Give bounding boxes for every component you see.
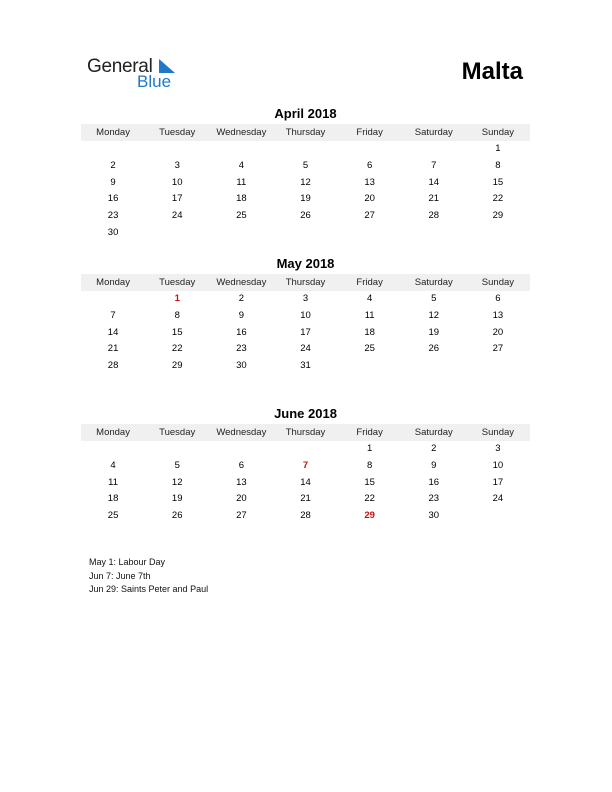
- day-cell: 26: [171, 510, 183, 522]
- month-calendar-june: [81, 406, 530, 525]
- day-cell: 15: [492, 176, 504, 188]
- empty-day-cell: [402, 141, 466, 158]
- holiday-day-cell: 29: [364, 510, 375, 522]
- day-cell: 1: [366, 443, 373, 454]
- day-cell: 25: [107, 510, 119, 522]
- day-cell: 18: [107, 493, 119, 505]
- day-cell: 21: [428, 193, 440, 205]
- day-cell: 14: [428, 176, 440, 188]
- day-cell: 19: [171, 493, 183, 505]
- empty-day-cell: [81, 291, 145, 308]
- empty-day-cell: [81, 441, 145, 458]
- day-cell: 25: [236, 210, 247, 222]
- weekday-header: [81, 424, 530, 441]
- day-grid: [81, 141, 530, 242]
- weekday-label: Friday: [356, 427, 383, 438]
- day-cell: 28: [107, 360, 119, 372]
- day-cell: 14: [107, 326, 119, 338]
- day-cell: 12: [171, 476, 183, 488]
- weekday-label: Wednesday: [216, 277, 267, 288]
- empty-day-cell: [402, 225, 466, 242]
- day-cell: 25: [364, 343, 375, 355]
- holiday-note: Jun 29: Saints Peter and Paul: [89, 584, 209, 594]
- day-cell: 23: [236, 343, 247, 355]
- day-cell: 7: [431, 159, 437, 171]
- day-cell: 30: [236, 360, 247, 372]
- weekday-label: Sunday: [481, 427, 515, 438]
- logo-general-text: General: [87, 56, 153, 77]
- weekday-label: Sunday: [481, 127, 515, 138]
- day-cell: 6: [238, 459, 244, 471]
- day-cell: 17: [171, 193, 183, 205]
- day-cell: 24: [300, 343, 311, 355]
- empty-day-cell: [273, 441, 337, 458]
- day-cell: 15: [171, 326, 183, 338]
- day-cell: 9: [431, 459, 437, 471]
- day-cell: 4: [366, 293, 373, 304]
- holiday-note: Jun 7: June 7th: [89, 570, 151, 581]
- day-cell: 3: [174, 159, 180, 171]
- empty-day-cell: [338, 358, 402, 375]
- empty-day-cell: [209, 225, 273, 242]
- day-cell: 28: [428, 210, 440, 222]
- month-title: May 2018: [276, 256, 335, 271]
- day-cell: 17: [492, 476, 504, 488]
- day-cell: 8: [174, 309, 180, 321]
- holiday-notes: [89, 556, 208, 597]
- day-cell: 10: [492, 459, 504, 471]
- day-cell: 19: [428, 326, 440, 338]
- empty-day-cell: [466, 225, 530, 242]
- day-cell: 2: [238, 293, 244, 304]
- empty-day-cell: [81, 141, 145, 158]
- day-cell: 10: [300, 309, 311, 321]
- weekday-label: Saturday: [414, 277, 453, 288]
- day-cell: 22: [492, 193, 504, 205]
- day-cell: 16: [107, 193, 119, 205]
- day-cell: 18: [236, 193, 247, 205]
- day-cell: 20: [364, 193, 375, 205]
- day-cell: 9: [238, 309, 244, 321]
- day-cell: 12: [428, 309, 440, 321]
- empty-day-cell: [338, 141, 402, 158]
- weekday-label: Friday: [356, 127, 383, 138]
- empty-day-cell: [273, 225, 337, 242]
- empty-day-cell: [466, 358, 530, 375]
- day-cell: 13: [364, 176, 375, 188]
- holiday-note: May 1: Labour Day: [89, 557, 166, 567]
- day-cell: 5: [174, 459, 180, 471]
- weekday-label: Monday: [96, 127, 130, 138]
- day-cell: 6: [495, 293, 501, 304]
- day-cell: 23: [107, 210, 119, 222]
- day-cell: 27: [236, 510, 247, 522]
- weekday-label: Thursday: [285, 127, 326, 138]
- weekday-label: Sunday: [481, 277, 515, 288]
- day-cell: 29: [171, 360, 183, 372]
- weekday-label: Monday: [96, 277, 130, 288]
- month-calendar-april: [81, 106, 530, 242]
- day-cell: 5: [431, 293, 437, 304]
- weekday-label: Wednesday: [216, 427, 267, 438]
- day-cell: 28: [300, 510, 311, 522]
- day-cell: 27: [364, 210, 375, 222]
- day-cell: 29: [492, 210, 504, 222]
- holiday-day-cell: 1: [174, 293, 180, 304]
- day-cell: 3: [302, 293, 309, 304]
- empty-day-cell: [273, 141, 337, 158]
- empty-day-cell: [338, 225, 402, 242]
- month-title: April 2018: [274, 106, 337, 121]
- day-cell: 24: [171, 210, 183, 222]
- day-cell: 23: [428, 493, 440, 505]
- weekday-label: Thursday: [285, 427, 326, 438]
- day-cell: 26: [428, 343, 440, 355]
- day-cell: 12: [300, 176, 311, 188]
- empty-day-cell: [209, 141, 273, 158]
- empty-day-cell: [466, 508, 530, 525]
- weekday-header: [81, 124, 530, 141]
- weekday-label: Tuesday: [159, 127, 196, 138]
- day-cell: 11: [364, 309, 375, 321]
- day-cell: 2: [431, 443, 437, 454]
- weekday-label: Saturday: [414, 127, 453, 138]
- day-cell: 20: [236, 493, 247, 505]
- day-grid: [81, 441, 530, 525]
- day-cell: 20: [492, 326, 504, 338]
- weekday-header: [81, 274, 530, 291]
- country-title: Malta: [461, 58, 523, 85]
- day-cell: 13: [236, 476, 247, 488]
- empty-day-cell: [145, 441, 209, 458]
- logo-blue-text: Blue: [137, 72, 172, 91]
- weekday-label: Tuesday: [159, 277, 196, 288]
- day-cell: 3: [495, 443, 501, 454]
- day-cell: 10: [171, 176, 183, 188]
- day-cell: 8: [495, 159, 501, 171]
- day-cell: 21: [300, 493, 311, 505]
- day-cell: 24: [492, 493, 504, 505]
- day-cell: 16: [428, 476, 440, 488]
- day-cell: 27: [492, 343, 504, 355]
- empty-day-cell: [145, 141, 209, 158]
- day-cell: 1: [495, 143, 501, 154]
- day-cell: 16: [236, 326, 247, 338]
- day-cell: 30: [428, 510, 440, 522]
- day-cell: 4: [238, 159, 244, 171]
- day-cell: 22: [171, 343, 183, 355]
- day-cell: 21: [107, 343, 119, 355]
- day-cell: 7: [110, 309, 116, 321]
- month-title: June 2018: [274, 406, 337, 421]
- day-cell: 9: [110, 176, 116, 188]
- holiday-day-cell: 7: [302, 459, 309, 471]
- day-cell: 17: [300, 326, 311, 338]
- month-calendar-may: [81, 256, 530, 375]
- logo-triangle-icon: [159, 59, 175, 73]
- empty-day-cell: [209, 441, 273, 458]
- day-cell: 22: [364, 493, 375, 505]
- empty-day-cell: [402, 358, 466, 375]
- day-cell: 30: [107, 226, 119, 238]
- weekday-label: Monday: [96, 427, 130, 438]
- weekday-label: Friday: [356, 277, 383, 288]
- day-cell: 6: [366, 159, 373, 171]
- weekday-label: Thursday: [285, 277, 326, 288]
- brand-logo: [87, 56, 187, 92]
- weekday-label: Saturday: [414, 427, 453, 438]
- empty-day-cell: [145, 225, 209, 242]
- weekday-label: Wednesday: [216, 127, 267, 138]
- day-cell: 14: [300, 476, 311, 488]
- day-cell: 11: [236, 176, 247, 188]
- day-cell: 15: [364, 476, 375, 488]
- day-cell: 8: [366, 459, 373, 471]
- day-grid: [81, 291, 530, 375]
- day-cell: 19: [300, 193, 311, 205]
- day-cell: 13: [492, 309, 504, 321]
- day-cell: 18: [364, 326, 375, 338]
- day-cell: 26: [300, 210, 311, 222]
- day-cell: 31: [300, 360, 311, 372]
- day-cell: 4: [110, 459, 116, 471]
- weekday-label: Tuesday: [159, 427, 196, 438]
- day-cell: 5: [302, 159, 309, 171]
- day-cell: 11: [108, 476, 118, 488]
- day-cell: 2: [110, 159, 116, 171]
